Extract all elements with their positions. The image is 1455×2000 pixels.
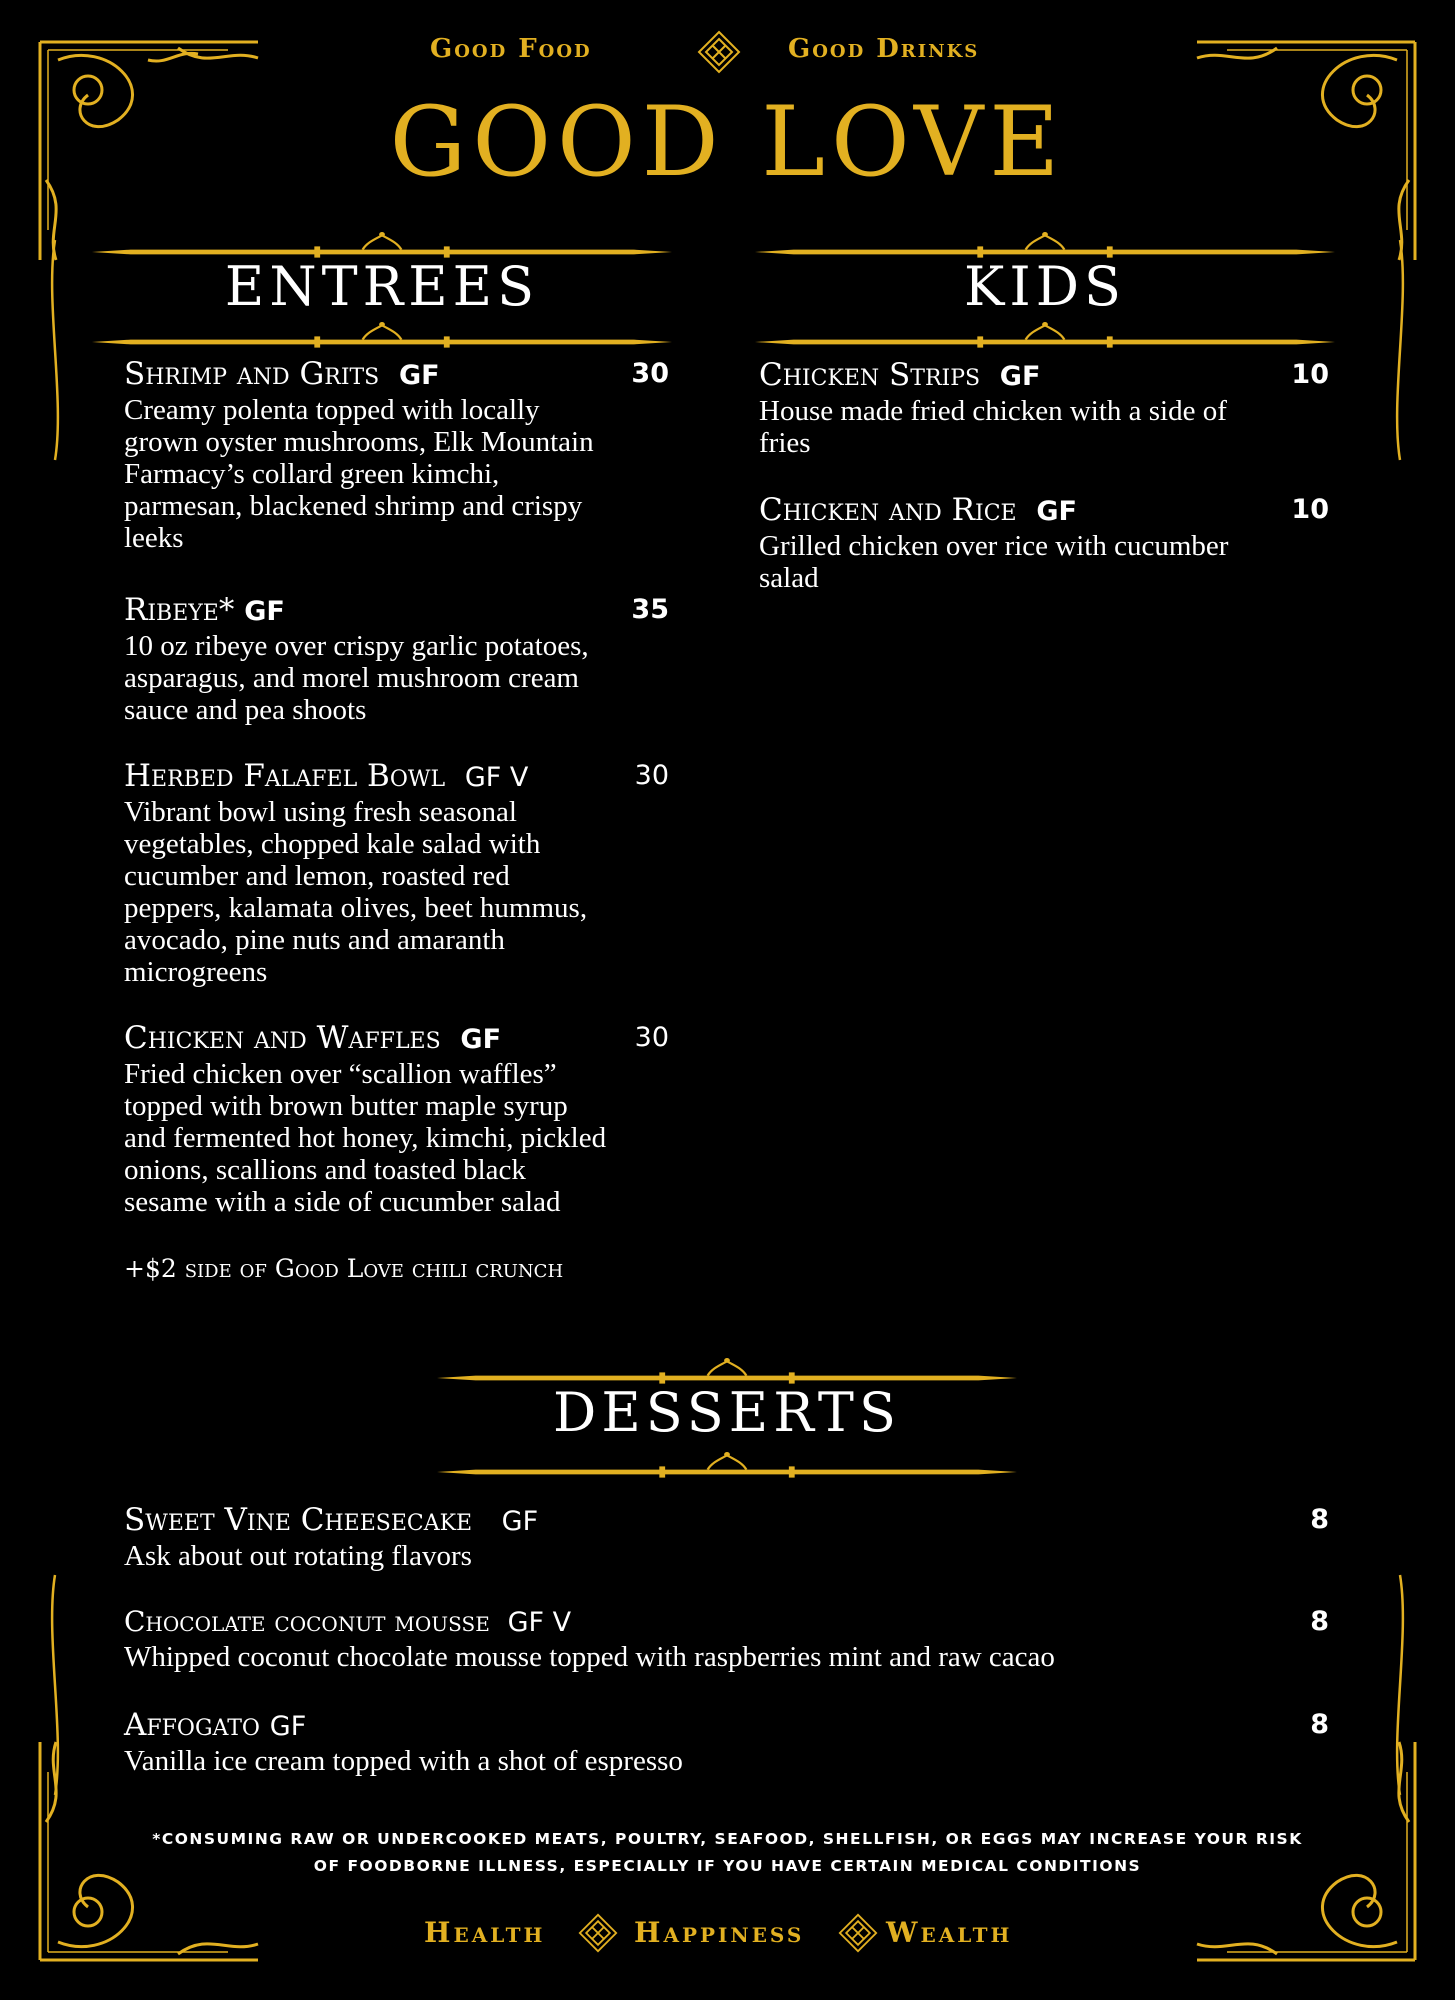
health-disclaimer: *CONSUMING RAW OR UNDERCOOKED MEATS, POULTRY, SEAFOOD, SHELLFISH, OR EGGS MAY INCREASE YOUR RISK OF FOODBORNE ILLNESS, ESPECIALLY IF YOU HAVE CERTAIN MEDICAL CONDITIONS (152, 1830, 1303, 1875)
gf-tag: GF (999, 361, 1041, 392)
entrees-divider-bottom (92, 322, 672, 346)
tagline-left: Good Food (430, 34, 592, 64)
restaurant-title: GOOD LOVE (389, 86, 1066, 198)
item-price: 8 (1310, 1606, 1329, 1637)
kids-heading: KIDS (964, 255, 1126, 318)
chili-crunch-addon: +$2 side of Good Love chili crunch (124, 1254, 564, 1283)
item-name: Ribeye* GF (124, 592, 285, 628)
item-price: 8 (1310, 1709, 1329, 1740)
item-name: Herbed Falafel Bowl GF V (124, 758, 529, 794)
item-description: 10 oz ribeye over crispy garlic potatoes, asparagus, and morel mushroom cream sauce and pea shoots (124, 630, 589, 726)
kids-item (759, 357, 1329, 459)
item-price: 8 (1310, 1504, 1329, 1535)
kids-divider-top (755, 232, 1335, 256)
kids-divider-bottom (755, 322, 1335, 346)
item-price: 30 (631, 358, 669, 389)
item-name: Chicken Strips GF (759, 357, 1041, 393)
gf-tag: GF (244, 596, 285, 627)
diamond-icon (697, 30, 741, 74)
item-price: 10 (1291, 494, 1329, 525)
item-price: 30 (634, 760, 669, 791)
kids-item (759, 492, 1329, 594)
footer-wealth: Wealth (886, 1916, 1013, 1949)
side-ornament-right (1385, 240, 1415, 460)
gf-tag: GF (501, 1506, 539, 1537)
item-description: Vibrant bowl using fresh seasonal vegetables, chopped kale salad with cucumber and lemon, roasted red peppers, kalamata olives, beet hummus, avocado, pine nuts and amaranth microgreens (124, 796, 588, 988)
side-ornament-right-bottom (1385, 1575, 1415, 1795)
dessert-item (124, 1502, 1329, 1572)
item-name: Affogato GF (124, 1707, 307, 1743)
entree-item (124, 758, 669, 988)
gf-v-tag: GF V (507, 1607, 572, 1638)
item-description: Fried chicken over “scallion waffles” topped with brown butter maple syrup and fermented hot honey, kimchi, pickled onions, scallions and toasted black sesame with a side of cucumber salad (124, 1058, 607, 1218)
entree-item (124, 592, 669, 726)
diamond-icon (578, 1913, 618, 1953)
item-description: Grilled chicken over rice with cucumber salad (759, 530, 1229, 594)
item-name: Chocolate coconut mousse GF V (124, 1605, 572, 1638)
item-name: Chicken and Waffles GF (124, 1020, 502, 1056)
desserts-heading: DESSERTS (553, 1381, 901, 1444)
item-price: 10 (1291, 359, 1329, 390)
entree-item (124, 1020, 669, 1218)
item-price: 30 (634, 1022, 669, 1053)
gf-tag: GF (460, 1024, 502, 1055)
item-name: Sweet Vine Cheesecake GF (124, 1502, 539, 1538)
item-description: Ask about out rotating flavors (124, 1540, 472, 1572)
item-description: Creamy polenta topped with locally grown oyster mushrooms, Elk Mountain Farmacy’s collard green kimchi, parmesan, blackened shrimp and crispy leeks (124, 394, 594, 554)
tagline-right: Good Drinks (788, 34, 980, 64)
item-name: Chicken and Rice GF (759, 492, 1077, 528)
entrees-divider-top (92, 232, 672, 256)
gf-tag: GF (398, 360, 440, 391)
dessert-item (124, 1604, 1329, 1673)
item-description: Whipped coconut chocolate mousse topped with raspberries mint and raw cacao (124, 1641, 1055, 1673)
item-description: Vanilla ice cream topped with a shot of espresso (124, 1745, 683, 1777)
diamond-icon (838, 1913, 878, 1953)
footer-happiness: Happiness (634, 1916, 805, 1949)
desserts-divider-bottom (437, 1452, 1017, 1476)
side-ornament-left-bottom (40, 1575, 70, 1795)
item-name: Shrimp and Grits GF (124, 356, 440, 392)
gf-tag: GF (1036, 496, 1077, 527)
desserts-divider-top (437, 1358, 1017, 1382)
side-ornament-left (40, 240, 70, 460)
item-price: 35 (631, 594, 669, 625)
item-description: House made fried chicken with a side of fries (759, 395, 1227, 459)
gf-v-tag: GF V (464, 762, 529, 793)
entrees-heading: ENTREES (224, 255, 540, 318)
footer-health: Health (424, 1916, 546, 1949)
gf-tag: GF (269, 1711, 307, 1742)
dessert-item (124, 1707, 1329, 1777)
entree-item (124, 356, 669, 554)
